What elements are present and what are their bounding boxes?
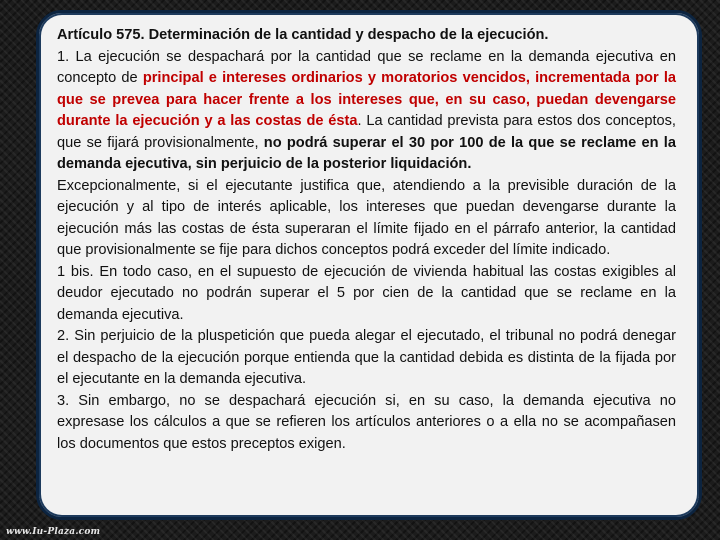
paragraph-2: Excepcionalmente, si el ejecutante justifica que, atendiendo a la previsible duración de la ejecución y al tipo de interés aplicable, los intereses que puedan devengarse durante la ejecución más las costas de ésta superaran el límite fijado en el párrafo anterior, la cantidad que provisionalmente se fije para dichos conceptos podrá exceder del límite indicado.	[57, 177, 676, 258]
article-body	[57, 25, 676, 455]
paragraph-1	[57, 47, 676, 176]
paragraph-1-intro: 1. La ejecución se despachará por la cantidad que se reclame en la demanda ejecutiva en concepto de	[57, 48, 676, 86]
paragraph-1-highlight: principal e intereses ordinarios y moratorios vencidos, incrementada por la que se prevea para hacer frente a los intereses que, en su caso, puedan devengarse durante la ejecución y a las costas de ésta	[57, 70, 676, 129]
site-watermark: www.Iu-Plaza.com	[6, 527, 101, 537]
article-heading-text: Artículo 575. Determinación de la cantidad y despacho de la ejecución.	[57, 27, 549, 43]
paragraph-1-mid: . La cantidad prevista para estos dos conceptos, que se fijará provisionalmente,	[57, 113, 676, 151]
paragraph-5: 3. Sin embargo, no se despachará ejecución si, en su caso, la demanda ejecutiva no expresase los cálculos a que se refieren los artículos anteriores o a ella no se acompañasen los documentos que estos preceptos exigen.	[57, 392, 676, 452]
paragraph-1-bold: no podrá superar el 30 por 100 de la que se reclame en la demanda ejecutiva, sin perjuicio de la posterior liquidación.	[57, 134, 676, 172]
article-heading	[57, 25, 676, 47]
paragraph-4: 2. Sin perjuicio de la pluspetición que pueda alegar el ejecutado, el tribunal no podrá denegar el despacho de la ejecución porque entienda que la cantidad debida es distinta de la fijada por el ejecutante en la demanda ejecutiva.	[57, 328, 676, 387]
paragraph-3: 1 bis. En todo caso, en el supuesto de ejecución de vivienda habitual las costas exigibles al deudor ejecutado no podrán superar el 5 por cien de la cantidad que se reclame en la demanda ejecutiva.	[57, 263, 676, 323]
